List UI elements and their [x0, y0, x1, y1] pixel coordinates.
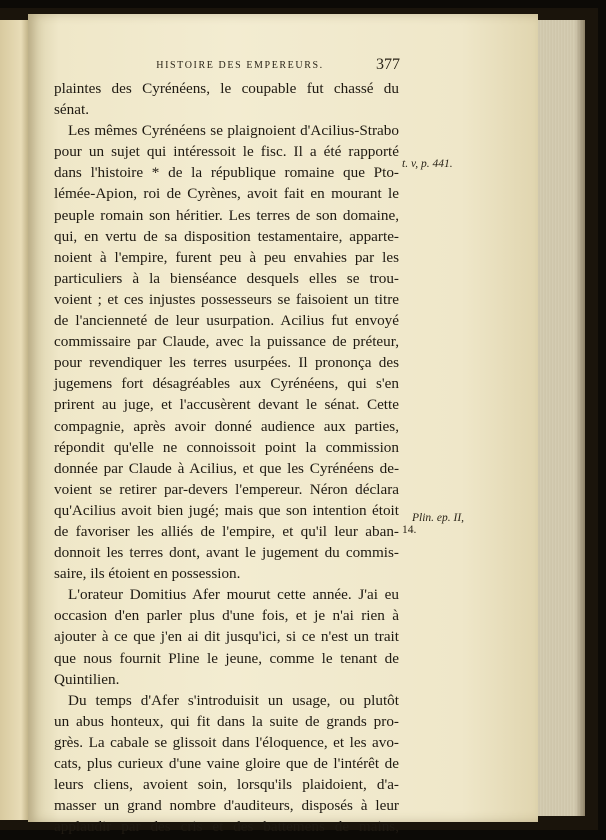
- text-line: pour un sujet qui intéressoit le fisc. Il a été rapporté: [54, 143, 399, 161]
- text-line: occasion d'en parler plus d'une fois, et je n'ai rien à: [54, 607, 399, 625]
- paragraph: [54, 690, 399, 838]
- text-line: dans l'histoire * de la république romaine que Pto-: [54, 164, 399, 182]
- text-line: L'orateur Domitius Afer mourut cette année. J'ai eu: [68, 586, 399, 604]
- text-line: compagnie, après avoir donné audience aux parties,: [54, 417, 399, 435]
- text-line: Les mêmes Cyrénéens se plaignoient d'Acilius-Strabo: [68, 122, 399, 140]
- text-line: plaintes des Cyrénéens, le coupable fut chassé du: [54, 80, 399, 97]
- text-line: qu'Acilius avoit bien jugé; mais que son intention étoit: [54, 501, 399, 519]
- text-line: de l'ancienneté de leur usurpation. Acilius fut envoyé: [54, 312, 399, 330]
- margin-note: t. v, p. 441.: [402, 158, 453, 170]
- paragraph: [54, 584, 399, 689]
- text-line: donnée par Claude à Acilius, et que les Cyrénéens de-: [54, 459, 399, 477]
- margin-note: Plin. ep. II,: [412, 512, 465, 524]
- paragraph: [54, 78, 399, 120]
- text-line: saire, ils étoient en possession.: [54, 565, 241, 583]
- text-line: lémée-Apion, roi de Cyrènes, avoit fait en mourant le: [54, 185, 399, 203]
- text-line: prirent au juge, et l'accusèrent devant le sénat. Cette: [54, 396, 399, 414]
- running-head: HISTOIRE DES EMPEREURS.: [156, 60, 324, 71]
- text-line: commissaire par Claude, avec la puissance de préteur,: [54, 333, 399, 351]
- text-line: répondit qu'elle ne connoissoit point la commission: [54, 438, 399, 456]
- text-line: particuliers à la bienséance desquels elles se trou-: [54, 269, 399, 287]
- text-line: Quintilien.: [54, 670, 120, 688]
- text-line: voient se retirer par-devers l'empereur. Néron déclara: [54, 480, 399, 498]
- text-line: sénat.: [54, 101, 90, 119]
- previous-page-edge: [0, 20, 30, 820]
- text-line: jugemens fort désagréables aux Cyrénéens, qui s'en: [54, 375, 399, 393]
- text-line: peuple romain son héritier. Les terres de son domaine,: [54, 206, 399, 224]
- text-line: donnoit les terres dont, avant le jugement du commis-: [54, 544, 399, 562]
- margin-note: 14.: [402, 524, 417, 536]
- body-text: [54, 78, 399, 837]
- page-number: 377: [376, 56, 400, 73]
- paragraph: [54, 120, 399, 584]
- text-line: noient à l'empire, furent peu à peu envahies par les: [54, 248, 399, 266]
- text-line: qui, en vertu de sa disposition testamentaire, apparte-: [54, 227, 399, 245]
- text-line: cats, plus curieux d'une vaine gloire que de l'intérêt de: [54, 755, 399, 772]
- text-line: voient ; et ces injustes possesseurs se faisoient un titre: [54, 290, 399, 308]
- text-line: Du temps d'Afer s'introduisit un usage, ou plutôt: [68, 691, 399, 709]
- text-line: de favoriser les alliés de l'empire, et qu'il leur aban-: [54, 522, 399, 540]
- text-line: leurs cliens, avoient soin, lorsqu'ils plaidoient, d'a-: [54, 776, 399, 794]
- text-line: un abus honteux, qui fit dans la suite de grands pro-: [54, 712, 399, 730]
- text-line: que nous fournit Pline le jeune, comme le tenant de: [54, 649, 399, 667]
- text-line: pour revendiquer les terres usurpées. Il prononça des: [54, 354, 399, 372]
- text-line: masser un grand nombre d'auditeurs, disposés à leur: [54, 797, 399, 815]
- text-line: grès. La cabale se glissoit dans l'éloquence, et les avo-: [54, 733, 399, 751]
- text-line: ajouter à ce que j'en ai dit jusqu'ici, si ce n'est un trait: [54, 628, 399, 646]
- text-line: applaudir par des cris et des battemens de mains,: [54, 818, 399, 836]
